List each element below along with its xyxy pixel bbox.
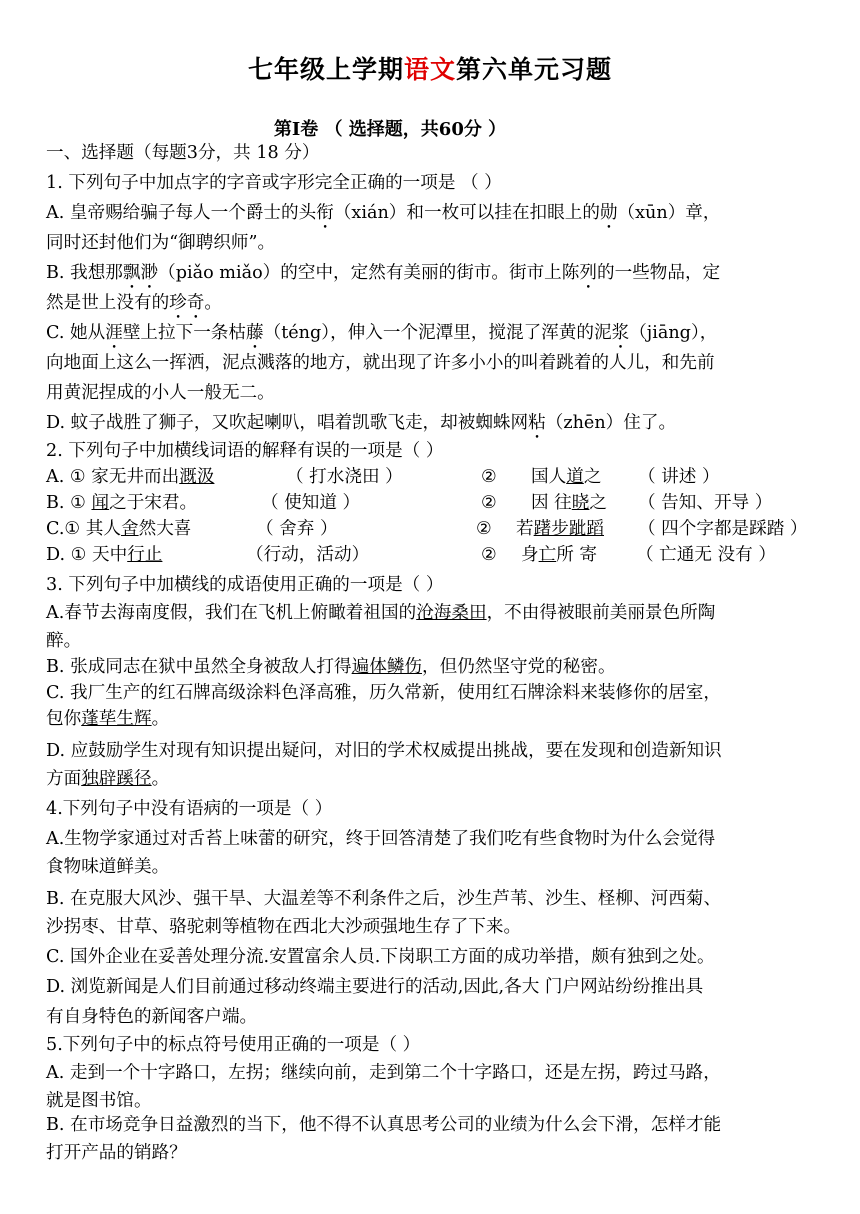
volume-heading: 第Ⅰ卷 （ 选择题，共60分 ）: [273, 119, 507, 140]
text: A. 皇帝赐给骗子每人一个爵士的头: [46, 203, 317, 223]
text: （piǎo miǎo）的空中，定然有美丽的街市。街市上陈: [158, 263, 580, 283]
q1-option-b: [46, 260, 826, 293]
text: D. 蚊子战胜了狮子，又吹起喇叭，唱着凯歌飞走，却被蜘蛛网: [46, 413, 529, 433]
underlined-idiom: 独辟蹊径: [81, 769, 152, 789]
page-title: [0, 50, 860, 86]
underlined-word: 行止: [127, 545, 163, 565]
title-part: 七年级上学期: [247, 55, 404, 84]
text: 然大喜: [138, 519, 192, 539]
text: A. ① 家无井而出: [46, 467, 180, 487]
dotted-char: 飘渺: [122, 263, 159, 283]
underlined-idiom: 蓬荜生辉: [81, 709, 152, 729]
q2-b-word-2: [531, 490, 607, 516]
explanation: （ 四个字都是踩踏 ）: [638, 519, 808, 539]
q3-option-a-cont: 醉。: [46, 631, 82, 651]
q2-a-word-2: [531, 464, 601, 490]
text: 。: [151, 769, 170, 789]
text: （xián）和一枚可以挂在扣眼上的: [333, 203, 600, 223]
item-number: ②: [481, 467, 497, 487]
q3-option-c: C. 我厂生产的红石牌高级涂料色泽高雅，历久常新，使用红石牌涂料来装修你的居室，: [46, 683, 721, 703]
explanation: （ 舍弃 ）: [256, 519, 338, 539]
text: ，但仍然坚守党的秘密。: [422, 657, 616, 677]
dotted-char: 涯: [105, 323, 123, 343]
text: 若: [516, 519, 534, 539]
q1-option-c-cont: 向地面上这么一挥洒，泥点溅落的地方，就出现了许多小小的叫着跳着的人儿，和先前: [46, 353, 715, 373]
q4-option-c: C. 国外企业在妥善处理分流.安置富余人员.下岗职工方面的成功举措，颇有独到之处。: [46, 947, 715, 967]
q1-option-a: [46, 200, 826, 233]
underlined-idiom: 遍体鳞伤: [351, 657, 423, 677]
q4-option-d: D. 浏览新闻是人们目前通过移动终端主要进行的活动,因此,各大 门户网站纷纷推出具: [46, 977, 704, 997]
q5-option-a-cont: 就是图书馆。: [46, 1091, 152, 1111]
text: 之于宋君。: [109, 493, 198, 513]
q1-option-b-cont: [46, 290, 826, 323]
q3-option-d: D. 应鼓励学生对现有知识提出疑问，对旧的学术权威提出挑战，要在发现和创造新知识: [46, 741, 722, 761]
underlined-word: 溉汲: [179, 467, 215, 487]
q2-d-word: [46, 542, 162, 568]
q5-option-b-cont: 打开产品的销路？: [46, 1143, 187, 1163]
underlined-word: 闻: [91, 493, 110, 513]
text: 身: [521, 545, 539, 565]
text: 所 寄: [556, 545, 597, 565]
q1-option-a-cont: 同时还封他们为“御聘织师”。: [46, 233, 276, 253]
dotted-char: 浆: [611, 323, 630, 343]
text: 的一些物品，定: [596, 263, 721, 283]
underlined-word: 躇步跐蹈: [533, 519, 604, 539]
item-number: ②: [481, 545, 497, 565]
q4-option-b: B. 在克服大风沙、强干旱、大温差等不利条件之后，沙生芦苇、沙生、柽柳、河西菊、: [46, 889, 722, 909]
item-number: ②: [476, 519, 492, 539]
question-1-stem: 1. 下列句子中加点字的字音或字形完全正确的一项是 （ ）: [46, 173, 502, 193]
explanation: （ 亡通无 没有 ）: [636, 545, 776, 565]
text: 方面: [46, 769, 82, 789]
text: ，不由得被眼前美丽景色所陶: [486, 603, 716, 623]
text: 然是世上没有的: [46, 293, 170, 313]
q3-option-d-cont: [46, 766, 826, 792]
explanation: （ 使知道 ）: [261, 493, 361, 513]
text: 之: [583, 467, 602, 487]
q1-option-c: [46, 320, 826, 353]
q4-option-d-cont: 有自身特色的新闻客户端。: [46, 1007, 258, 1027]
explanation: （ 讲述 ）: [638, 467, 720, 487]
section-heading: 一、选择题（每题3分，共 18 分）: [46, 143, 320, 163]
dotted-char: 藤: [246, 323, 264, 343]
q4-option-a-cont: 食物味道鲜美。: [46, 857, 170, 877]
question-3-stem: 3. 下列句子中加横线的成语使用正确的一项是（ ）: [46, 575, 444, 595]
question-5-stem: 5.下列句子中的标点符号使用正确的一项是（ ）: [46, 1035, 421, 1055]
underlined-idiom: 沧海桑田: [416, 603, 487, 623]
dotted-char: 粘: [528, 413, 546, 433]
text: A.春节去海南度假，我们在飞机上俯瞰着祖国的: [46, 603, 417, 623]
q3-option-b: [46, 654, 826, 680]
underlined-word: 晓: [571, 493, 590, 513]
text: 。: [204, 293, 222, 313]
text: 。: [151, 709, 170, 729]
explanation: （行动，活动）: [246, 545, 370, 565]
q3-option-a: [46, 600, 826, 626]
explanation: （ 告知、开导 ）: [638, 493, 773, 513]
underlined-word: 道: [566, 467, 584, 487]
text: 之: [589, 493, 607, 513]
q2-c-word-2: [516, 516, 604, 542]
text: C.① 其人: [46, 519, 121, 539]
title-part: 第六单元习题: [456, 55, 613, 84]
text: C. 她从: [46, 323, 106, 343]
dotted-char: 珍奇: [169, 293, 205, 313]
q1-option-c-cont: 用黄泥捏成的小人一般无二。: [46, 383, 275, 403]
dotted-char: 衔: [316, 203, 334, 223]
text: B. 我想那: [46, 263, 123, 283]
text: （xūn）章，: [617, 203, 721, 223]
text: （zhēn）住了。: [545, 413, 677, 433]
text: 国人: [531, 467, 567, 487]
text: D. ① 天中: [46, 545, 128, 565]
explanation: （ 打水浇田 ）: [286, 467, 403, 487]
q4-option-b-cont: 沙拐枣、甘草、骆驼刺等植物在西北大沙顽强地生存了下来。: [46, 917, 522, 937]
question-4-stem: 4.下列句子中没有语病的一项是（ ）: [46, 799, 333, 819]
text: 壁上拉下一条枯: [122, 323, 246, 343]
question-2-stem: 2. 下列句子中加横线词语的解释有误的一项是（ ）: [46, 441, 444, 461]
underlined-word: 亡: [538, 545, 557, 565]
q2-a-word: [46, 464, 214, 490]
q5-option-b: B. 在市场竞争日益激烈的当下，他不得不认真思考公司的业绩为什么会下滑，怎样才能: [46, 1115, 722, 1135]
q2-c-word: [46, 516, 191, 542]
item-number: ②: [481, 493, 497, 513]
q4-option-a: A.生物学家通过对舌苔上味蕾的研究，终于回答清楚了我们吃有些食物时为什么会觉得: [46, 829, 716, 849]
text: （jiāng），: [629, 323, 718, 343]
q5-option-a: A. 走到一个十字路口，左拐；继续向前，走到第二个十字路口，还是左拐，跨过马路，: [46, 1063, 721, 1083]
title-highlight: 语文: [403, 55, 456, 84]
text: B. ①: [46, 493, 92, 513]
text: B. 张成同志在狱中虽然全身被敌人打得: [46, 657, 352, 677]
text: （téng），伸入一个泥潭里，搅混了浑黄的泥: [263, 323, 612, 343]
text: 包你: [46, 709, 82, 729]
q2-b-word: [46, 490, 197, 516]
q2-d-word-2: [521, 542, 597, 568]
dotted-char: 列: [579, 263, 597, 283]
dotted-char: 勋: [599, 203, 618, 223]
underlined-word: 舍: [120, 519, 139, 539]
text: 因 往: [531, 493, 572, 513]
q3-option-c-cont: [46, 706, 826, 732]
